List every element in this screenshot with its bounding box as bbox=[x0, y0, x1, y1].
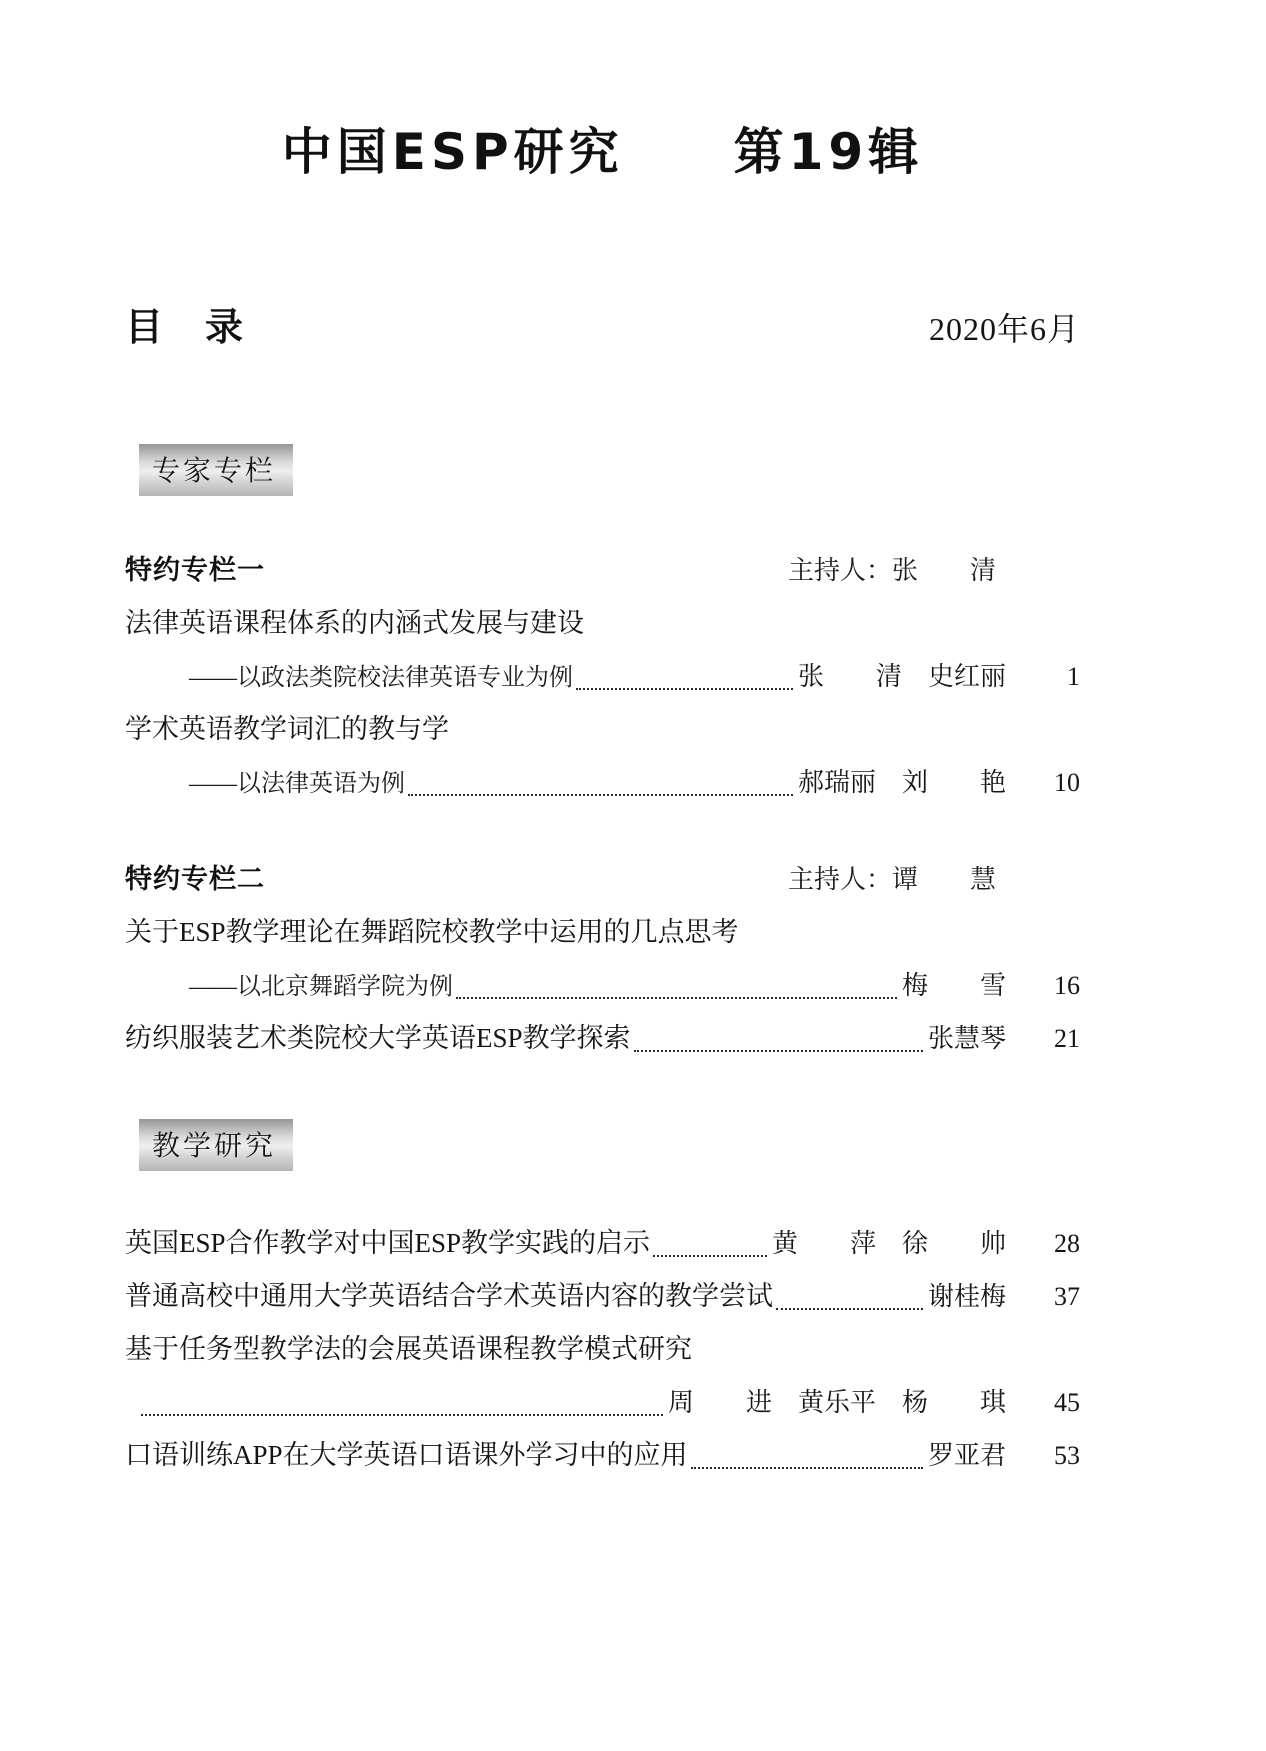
column-one-host: 主持人：张 清 bbox=[787, 556, 996, 585]
entry-page-number: 53 bbox=[1054, 1441, 1080, 1470]
column-two-title: 特约专栏二 bbox=[125, 864, 265, 895]
entry-title: 基于任务型教学法的会展英语课程教学模式研究 bbox=[125, 1334, 692, 1364]
entry-subtitle: ——以政法类院校法律英语专业为例 bbox=[189, 665, 573, 691]
entry-subtitle-row bbox=[125, 959, 1080, 1012]
entry-page-number: 16 bbox=[1054, 971, 1080, 1000]
entry-continuation-row bbox=[125, 1376, 1080, 1429]
entry-subtitle: ——以北京舞蹈学院为例 bbox=[189, 974, 453, 1000]
toc-label: 目 录 bbox=[125, 305, 246, 349]
entry-title: 学术英语教学词汇的教与学 bbox=[125, 714, 449, 744]
entry-title: 关于ESP教学理论在舞蹈院校教学中运用的几点思考 bbox=[125, 917, 739, 947]
entry-authors: 张慧琴 bbox=[927, 1024, 1006, 1053]
entry-authors: 梅 雪 bbox=[901, 971, 1006, 1000]
entry-authors: 罗亚君 bbox=[927, 1441, 1006, 1470]
dot-leader bbox=[631, 1012, 928, 1065]
column-two-host: 主持人：谭 慧 bbox=[787, 865, 996, 894]
entry-title: 法律英语课程体系的内涵式发展与建设 bbox=[125, 608, 584, 638]
dot-leader bbox=[688, 1429, 928, 1482]
toc-entry bbox=[125, 1323, 1080, 1429]
entry-inline-row bbox=[125, 1012, 1080, 1065]
entry-inline-row bbox=[125, 1217, 1080, 1270]
entry-page-number: 21 bbox=[1054, 1024, 1080, 1053]
toc-entry bbox=[125, 597, 1080, 703]
entry-subtitle-row bbox=[125, 756, 1080, 809]
entry-page-number: 28 bbox=[1054, 1229, 1080, 1258]
entry-page-number: 37 bbox=[1054, 1282, 1080, 1311]
teaching-research-entries bbox=[125, 1217, 1080, 1482]
toc-header bbox=[125, 296, 1080, 354]
entry-authors: 谢桂梅 bbox=[927, 1282, 1006, 1311]
toc-entry bbox=[125, 703, 1080, 809]
toc-entry bbox=[125, 1217, 1080, 1270]
entry-title: 纺织服装艺术类院校大学英语ESP教学探索 bbox=[125, 1023, 631, 1053]
entry-page-number: 45 bbox=[1054, 1388, 1080, 1417]
column-two-heading-row bbox=[125, 853, 1080, 906]
entry-authors: 张 清 史红丽 bbox=[797, 662, 1006, 691]
issue-date: 2020年6月 bbox=[928, 311, 1080, 347]
entry-title: 英国ESP合作教学对中国ESP教学实践的启示 bbox=[125, 1228, 651, 1258]
entry-authors: 郝瑞丽 刘 艳 bbox=[797, 768, 1006, 797]
toc-entry bbox=[125, 906, 1080, 1012]
entry-subtitle: ——以法律英语为例 bbox=[189, 771, 405, 797]
section-label-teaching-research: 教学研究 bbox=[139, 1119, 293, 1171]
entry-authors: 周 进 黄乐平 杨 琪 bbox=[667, 1388, 1006, 1417]
dot-leader bbox=[773, 1270, 928, 1323]
toc-entry bbox=[125, 1012, 1080, 1065]
entry-page-number: 10 bbox=[1054, 768, 1080, 797]
entry-title: 普通高校中通用大学英语结合学术英语内容的教学尝试 bbox=[125, 1281, 773, 1311]
section-label-expert-column: 专家专栏 bbox=[139, 444, 293, 496]
column-one-heading-row bbox=[125, 544, 1080, 597]
dot-leader bbox=[650, 1217, 772, 1270]
entry-inline-row bbox=[125, 1429, 1080, 1482]
entry-subtitle-row bbox=[125, 650, 1080, 703]
dot-leader bbox=[405, 756, 798, 809]
toc-entry bbox=[125, 1270, 1080, 1323]
toc-entry bbox=[125, 1429, 1080, 1482]
dot-leader bbox=[453, 959, 902, 1012]
column-one-title: 特约专栏一 bbox=[125, 555, 265, 586]
entry-page-number: 1 bbox=[1067, 662, 1080, 691]
journal-title: 中国ESP研究 第19辑 bbox=[281, 123, 924, 181]
entry-authors: 黄 萍 徐 帅 bbox=[771, 1229, 1006, 1258]
dot-leader bbox=[573, 650, 798, 703]
dot-leader bbox=[138, 1376, 668, 1429]
entry-title: 口语训练APP在大学英语口语课外学习中的应用 bbox=[125, 1440, 688, 1470]
entry-inline-row bbox=[125, 1270, 1080, 1323]
